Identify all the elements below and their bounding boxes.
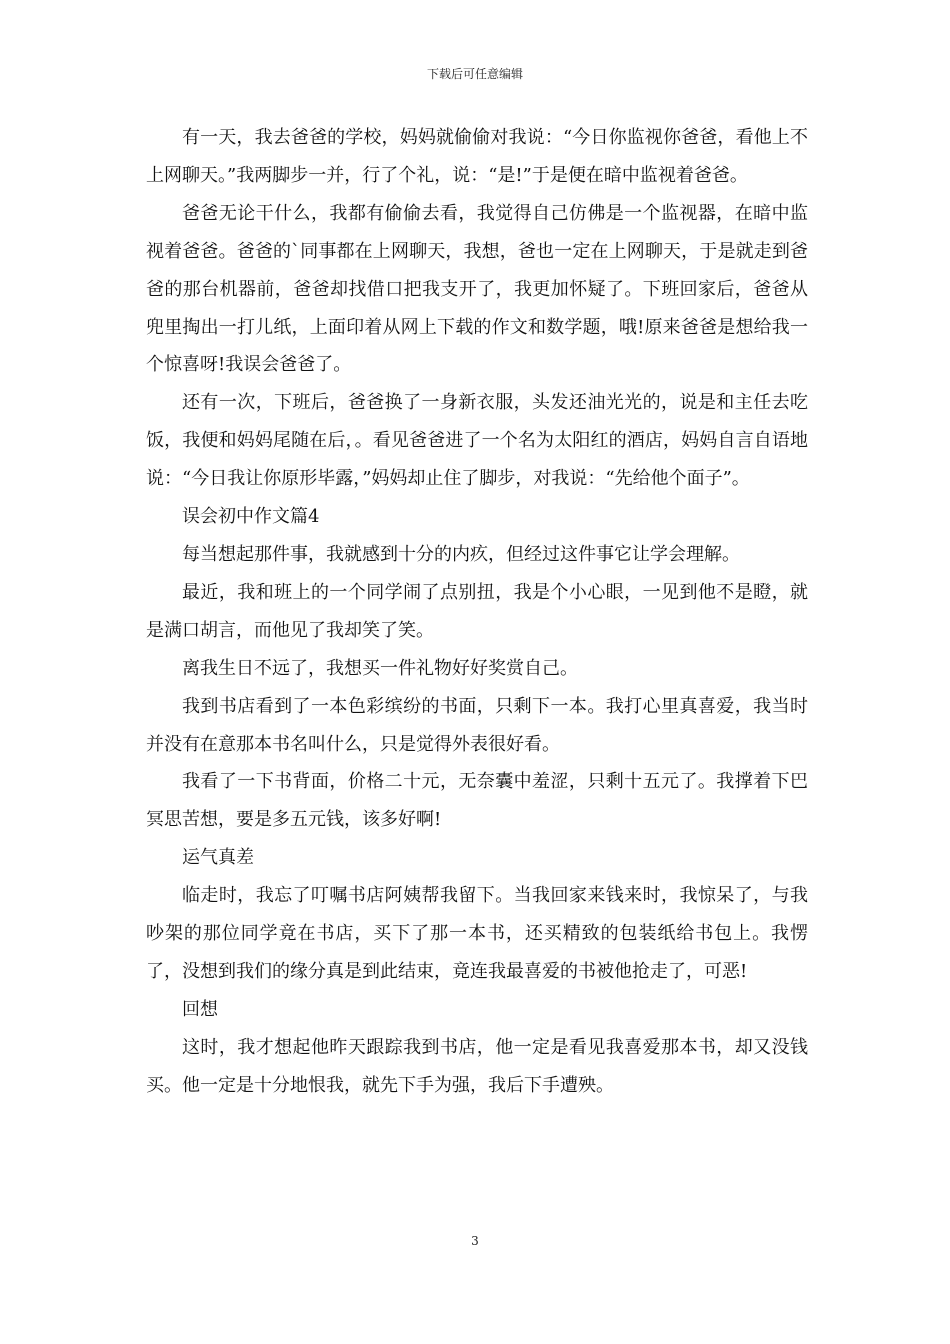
paragraph: 我看了一下书背面，价格二十元，无奈囊中羞涩，只剩十五元了。我撑着下巴冥思苦想，要是多五元钱，该多好啊! [146, 771, 808, 831]
document-body [146, 119, 808, 1105]
paragraph: 这时，我才想起他昨天跟踪我到书店，他一定是看见我喜爱那本书，却又没钱买。他一定是十分地恨我，就先下手为强，我后下手遭殃。 [146, 1036, 808, 1096]
subheading: 运气真差 [182, 847, 254, 869]
subheading: 回想 [182, 998, 218, 1020]
paragraph: 有一天，我去爸爸的学校，妈妈就偷偷对我说：“今日你监视你爸爸，看他上不上网聊天。”我两脚步一并，行了个礼，说：“是!”于是便在暗中监视着爸爸。 [146, 127, 808, 186]
paragraph: 每当想起那件事，我就感到十分的内疚，但经过这件事它让学会理解。 [182, 543, 740, 565]
paragraph: 还有一次，下班后，爸爸换了一身新衣服，头发还油光光的，说是和主任去吃饭，我便和妈妈尾随在后，。看见爸爸进了一个名为太阳红的酒店，妈妈自言自语地说：“今日我让你原形毕露，”妈妈却止住了脚步，对我说：“先给他个面子”。 [146, 392, 808, 490]
paragraph: 爸爸无论干什么，我都有偷偷去看，我觉得自己仿佛是一个监视器，在暗中监视着爸爸。爸爸的`同事都在上网聊天，我想，爸也一定在上网聊天，于是就走到爸爸的那台机器前，爸爸却找借口把我支开了，我更加怀疑了。下班回家后，爸爸从兜里掏出一打儿纸，上面印着从网上下载的作文和数学题，哦!原来爸爸是想给我一个惊喜呀!我误会爸爸了。 [146, 202, 808, 376]
page-number: 3 [471, 1234, 479, 1248]
paragraph: 临走时，我忘了叮嘱书店阿姨帮我留下。当我回家来钱来时，我惊呆了，与我吵架的那位同学竟在书店，买下了那一本书，还买精致的包装纸给书包上。我愣了，没想到我们的缘分真是到此结束，竟连我最喜爱的书被他抢走了，可恶! [146, 885, 808, 982]
paragraph: 离我生日不远了，我想买一件礼物好好奖赏自己。 [182, 657, 578, 679]
paragraph: 最近，我和班上的一个同学闹了点别扭，我是个小心眼，一见到他不是瞪，就是满口胡言，而他见了我却笑了笑。 [146, 581, 808, 641]
page-header: 下载后可任意编辑 [426, 67, 523, 81]
paragraph: 我到书店看到了一本色彩缤纷的书面，只剩下一本。我打心里真喜爱，我当时并没有在意那本书名叫什么，只是觉得外表很好看。 [146, 695, 808, 755]
section-heading: 误会初中作文篇4 [182, 506, 320, 528]
